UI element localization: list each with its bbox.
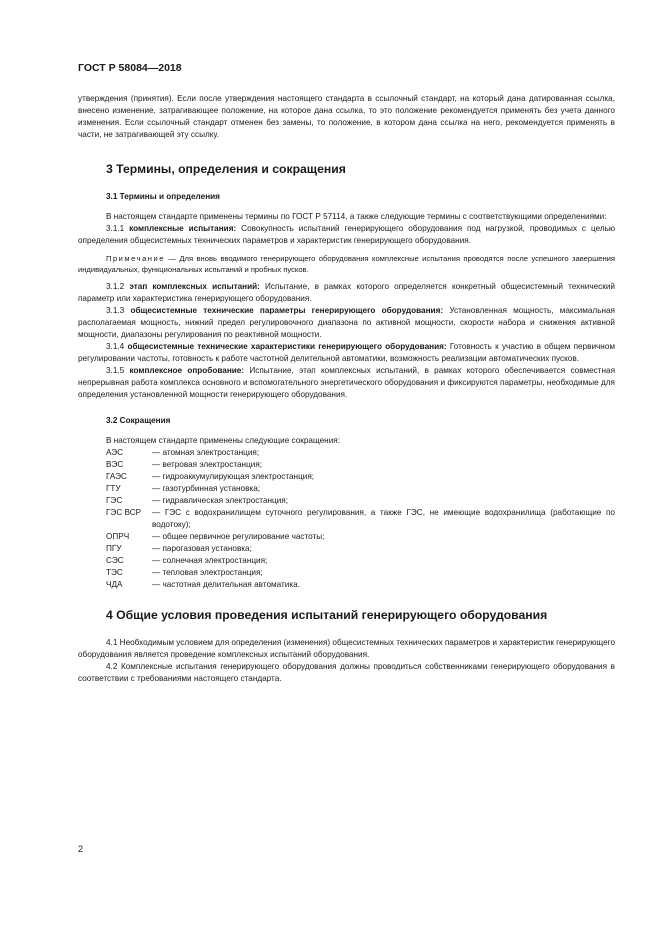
- term-3-1-4: [78, 341, 615, 365]
- abbreviation: ГАЭС: [106, 472, 127, 482]
- abbreviation-definition: — газотурбинная установка;: [152, 484, 261, 494]
- term-number: 3.1.3: [106, 306, 125, 316]
- section-3-1-intro: В настоящем стандарте применены термины по ГОСТ Р 57114, а также следующие термины с соответствующими определениями:: [106, 212, 607, 221]
- abbreviation-definition: — частотная делительная автоматика.: [152, 580, 300, 590]
- section-3-title: 3 Термины, определения и сокращения: [106, 162, 346, 176]
- term-definition: Установленная мощность, максимальная располагаемая мощность, нижний предел регулировочного диапазона по активной мощности, скорости набора и снижения активной мощности, диапазоны регулирования по реактивной мощности.: [78, 306, 615, 340]
- abbreviation-list: [106, 447, 615, 591]
- abbreviation: ОПРЧ: [106, 532, 130, 542]
- abbreviation: ГЭС: [106, 496, 123, 506]
- term-number: 3.1.2: [106, 282, 125, 292]
- term-3-1-2: [78, 281, 615, 305]
- section-3-2-intro: В настоящем стандарте применены следующие сокращения:: [106, 436, 340, 446]
- term-number: 3.1.1: [106, 224, 125, 233]
- note: [78, 253, 615, 275]
- section-4-title: 4 Общие условия проведения испытаний генерирующего оборудования: [106, 608, 548, 623]
- abbreviation-definition: — парогазовая установка;: [152, 544, 252, 554]
- abbreviation-definition: — солнечная электростанция;: [152, 556, 268, 566]
- document-body: [78, 93, 615, 685]
- note-label: Примечание: [106, 254, 165, 263]
- page-number: 2: [78, 844, 84, 854]
- term-number: 3.1.4: [106, 342, 125, 352]
- abbreviation: СЭС: [106, 556, 124, 566]
- term-definition: Испытание, этап комплексных испытаний, в рамках которого обеспечивается совместная непрерывная работа комплекса основного и вспомогательного энергетического оборудования и фиксируются параметры, необходимые для определения установленной мощности генерирующего оборудования.: [78, 366, 616, 400]
- paragraph-4-1: 4.1 Необходимым условием для определения (изменения) общесистемных технических параметров и характеристик генерирующего оборудования является проведение комплексных испытаний оборудования.: [78, 638, 615, 660]
- abbreviation-definition: — атомная электростанция;: [152, 448, 260, 458]
- abbreviation-definition: — тепловая электростанция;: [152, 568, 263, 578]
- term-definition: Готовность к участию в общем первичном регулировании частоты, готовность к работе частотной делительной автоматики, возможность реализации автоматических пусков.: [78, 342, 616, 364]
- term-3-1-1: [78, 223, 615, 247]
- abbreviation: ГЭС ВСР: [106, 508, 142, 518]
- term-definition: Испытание, в рамках которого определяется конкретный общесистемный технический параметр или характеристика генерирующего оборудования.: [78, 282, 615, 304]
- abbreviation-definition: — ветровая электростанция;: [152, 460, 263, 470]
- term-3-1-5: [78, 365, 615, 401]
- intro-paragraph: утверждения (принятия). Если после утверждения настоящего стандарта в ссылочный стандарт, на который дана датированная ссылка, внесено изменение, затрагивающее положение, на которое дана ссылка, то это положение рекомендуется применять без учета данного изменения. Если ссылочный стандарт отменен без замены, то положение, в котором дана ссылка на него, рекомендуется применять в части, не затрагивающей эту ссылку.: [78, 94, 615, 139]
- abbreviation: ТЭС: [106, 568, 123, 578]
- term-definition: Совокупность испытаний генерирующего оборудования под нагрузкой, проводимых с целью определения общесистемных технических параметров и характеристик генерирующего оборудования.: [78, 224, 616, 245]
- abbreviation: АЭС: [106, 448, 124, 458]
- abbreviation-definition: — гидравлическая электростанция;: [152, 496, 289, 506]
- term-name: этап комплексных испытаний:: [129, 282, 260, 292]
- abbreviation-definition: — ГЭС с водохранилищем суточного регулирования, а также ГЭС, не имеющие водохранилища (работающие по водотоку);: [152, 508, 615, 530]
- term-name: общесистемные технические параметры генерирующего оборудования:: [130, 306, 444, 316]
- term-name: общесистемные технические характеристики генерирующего оборудования:: [127, 342, 447, 352]
- note-text: — Для вновь вводимого генерирующего оборудования комплексные испытания проводятся после успешного завершения индивидуальных, функциональных испытаний и пробных пусков.: [78, 254, 615, 275]
- term-name: комплексное опробование:: [129, 366, 245, 376]
- abbreviation: ЧДА: [106, 580, 123, 590]
- abbreviation: ПГУ: [106, 544, 122, 554]
- abbreviation-definition: — общее первичное регулирование частоты;: [152, 532, 325, 542]
- section-3-1-title: 3.1 Термины и определения: [106, 192, 220, 201]
- term-name: комплексные испытания:: [129, 224, 237, 233]
- abbreviation-definition: — гидроаккумулирующая электростанция;: [152, 472, 315, 482]
- paragraph-4-2: 4.2 Комплексные испытания генерирующего оборудования должны проводиться собственниками генерирующего оборудования в соответствии с требованиями настоящего стандарта.: [78, 662, 615, 684]
- term-3-1-3: [78, 305, 615, 341]
- abbreviation: ГТУ: [106, 484, 121, 494]
- document-header: ГОСТ Р 58084—2018: [78, 62, 182, 74]
- term-number: 3.1.5: [106, 366, 125, 376]
- abbreviation: ВЭС: [106, 460, 124, 470]
- section-3-2-title: 3.2 Сокращения: [106, 416, 171, 426]
